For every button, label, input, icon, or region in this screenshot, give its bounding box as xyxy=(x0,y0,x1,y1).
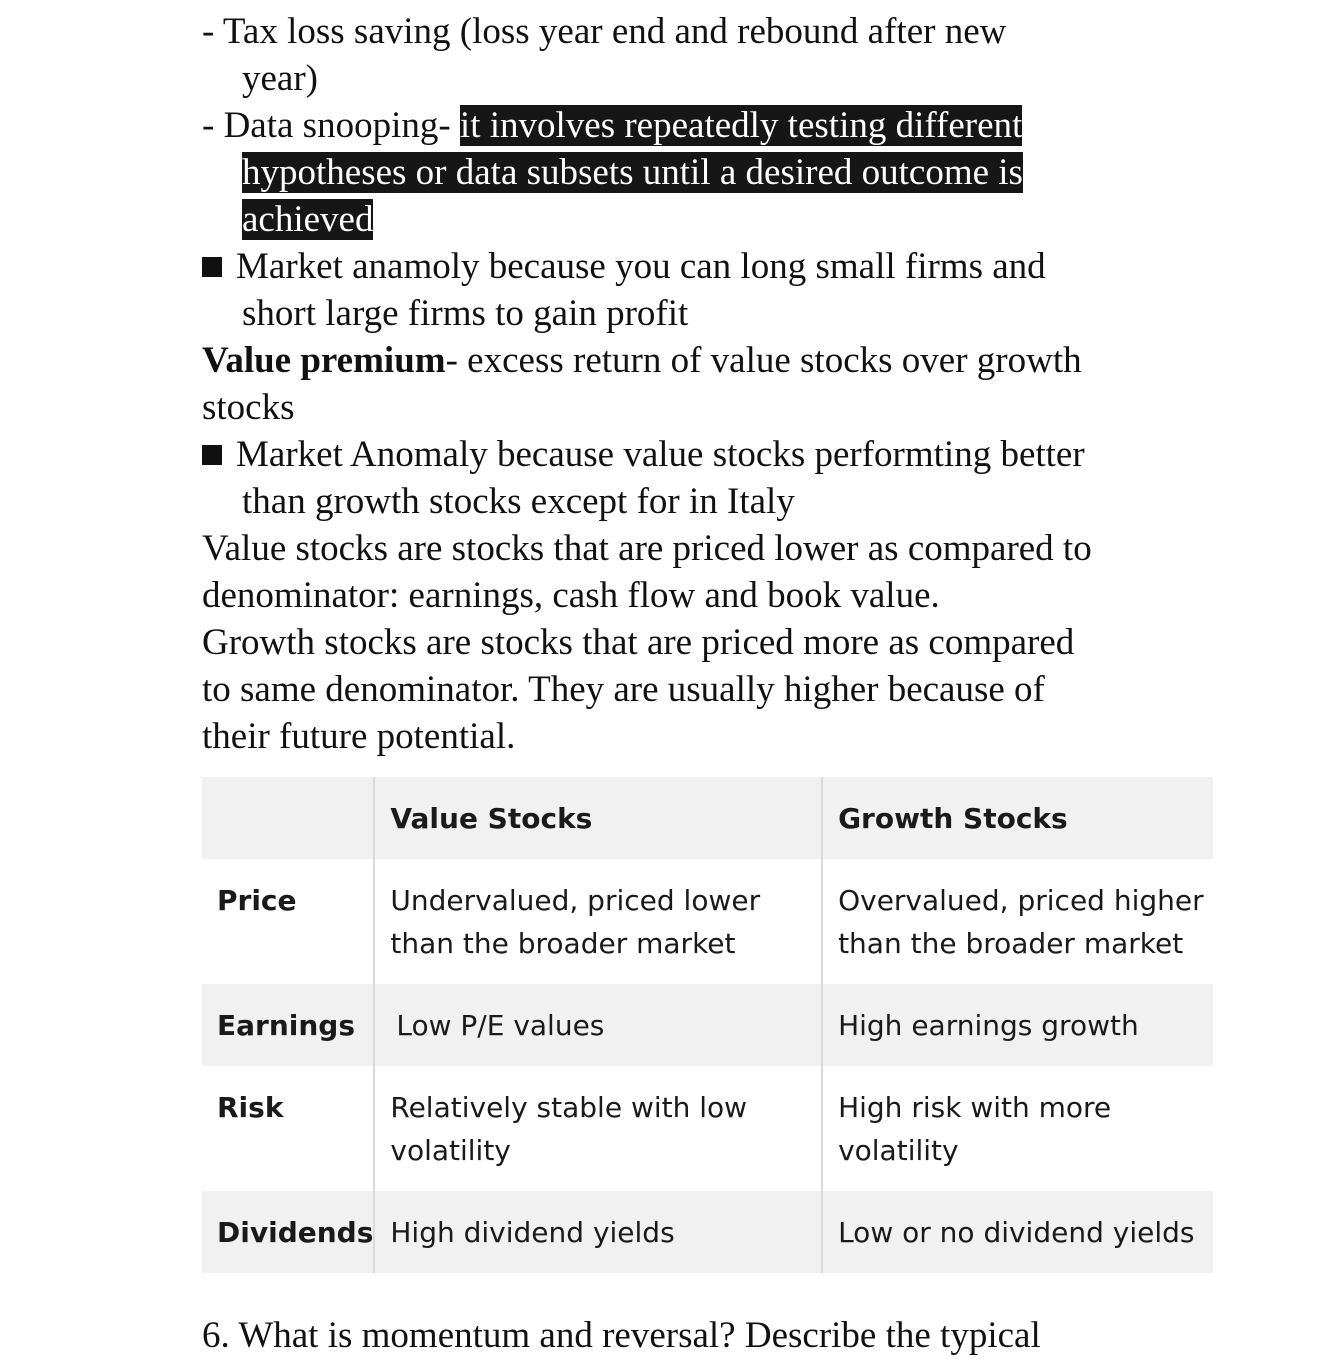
tax-loss-line-2: year) xyxy=(242,58,318,99)
cell-line: Low P/E values xyxy=(396,1009,605,1042)
table-cell xyxy=(374,984,822,1066)
tax-loss-line-1: - Tax loss saving (loss year end and rebound after new xyxy=(202,11,1007,52)
table-cell xyxy=(822,1191,1213,1273)
growth-stocks-def-3: their future potential. xyxy=(202,716,516,757)
data-snooping-line-3[interactable] xyxy=(202,196,1214,243)
anomaly-bullet-1 xyxy=(202,243,1214,290)
anomaly-bullet-2-cont: than growth stocks except for in Italy xyxy=(242,481,795,522)
table-row xyxy=(202,1191,1213,1273)
cell-line: volatility xyxy=(838,1134,959,1167)
data-snooping-line-1[interactable] xyxy=(202,102,1214,149)
table-cell xyxy=(374,859,822,984)
selected-text[interactable]: it involves repeatedly testing different xyxy=(459,105,1023,146)
growth-stocks-def-2: to same denominator. They are usually higher because of xyxy=(202,669,1045,710)
value-vs-growth-table xyxy=(202,777,1213,1273)
table-row xyxy=(202,859,1213,984)
cell-line: High risk with more xyxy=(838,1091,1112,1124)
table-header-cell xyxy=(202,777,374,859)
value-premium-definition: - excess return of value stocks over growth xyxy=(445,340,1082,381)
table-cell xyxy=(822,1066,1213,1191)
anomaly-bullet-1-cont: short large firms to gain profit xyxy=(242,293,689,334)
selected-text[interactable]: achieved xyxy=(242,199,374,240)
row-label-risk: Risk xyxy=(202,1066,374,1191)
value-premium-line-2: stocks xyxy=(202,387,295,428)
table-cell xyxy=(374,1066,822,1191)
anomaly-bullet-2 xyxy=(202,431,1214,478)
cell-line: High dividend yields xyxy=(390,1216,675,1249)
cell-line: High earnings growth xyxy=(838,1009,1139,1042)
value-stocks-def-1: Value stocks are stocks that are priced lower as compared to xyxy=(202,528,1092,569)
document-body xyxy=(202,8,1214,760)
cell-line: Overvalued, priced higher xyxy=(838,884,1204,917)
cell-line: Undervalued, priced lower xyxy=(390,884,761,917)
table-row xyxy=(202,984,1213,1066)
cell-line: Relatively stable with low xyxy=(390,1091,748,1124)
row-label-price: Price xyxy=(202,859,374,984)
growth-stocks-def-1: Growth stocks are stocks that are priced more as compared xyxy=(202,622,1075,663)
table-cell xyxy=(374,1191,822,1273)
selected-text[interactable]: hypotheses or data subsets until a desired outcome is xyxy=(242,152,1023,193)
data-snooping-line-2[interactable] xyxy=(202,149,1214,196)
table-header-value-stocks: Value Stocks xyxy=(374,777,822,859)
table-cell xyxy=(822,859,1213,984)
square-bullet-icon xyxy=(202,257,222,277)
anomaly-text-1: Market anamoly because you can long small firms and xyxy=(236,246,1046,287)
cell-line: volatility xyxy=(390,1134,511,1167)
value-premium-line-1 xyxy=(202,337,1214,384)
table-header-row xyxy=(202,777,1213,859)
row-label-earnings: Earnings xyxy=(202,984,374,1066)
next-question-partial: 6. What is momentum and reversal? Describe the typical xyxy=(202,1315,1041,1356)
square-bullet-icon xyxy=(202,445,222,465)
table-cell xyxy=(822,984,1213,1066)
table-header-growth-stocks: Growth Stocks xyxy=(838,802,1068,835)
value-stocks-def-2: denominator: earnings, cash flow and book value. xyxy=(202,575,940,616)
anomaly-text-2: Market Anomaly because value stocks performting better xyxy=(236,434,1085,475)
row-label-dividends: Dividends xyxy=(202,1191,374,1273)
value-premium-term: Value premium xyxy=(202,340,446,381)
data-snooping-prefix: - Data snooping- xyxy=(202,105,460,146)
cell-line: than the broader market xyxy=(838,927,1184,960)
cell-line: than the broader market xyxy=(390,927,736,960)
cell-line: Low or no dividend yields xyxy=(838,1216,1195,1249)
table-row xyxy=(202,1066,1213,1191)
